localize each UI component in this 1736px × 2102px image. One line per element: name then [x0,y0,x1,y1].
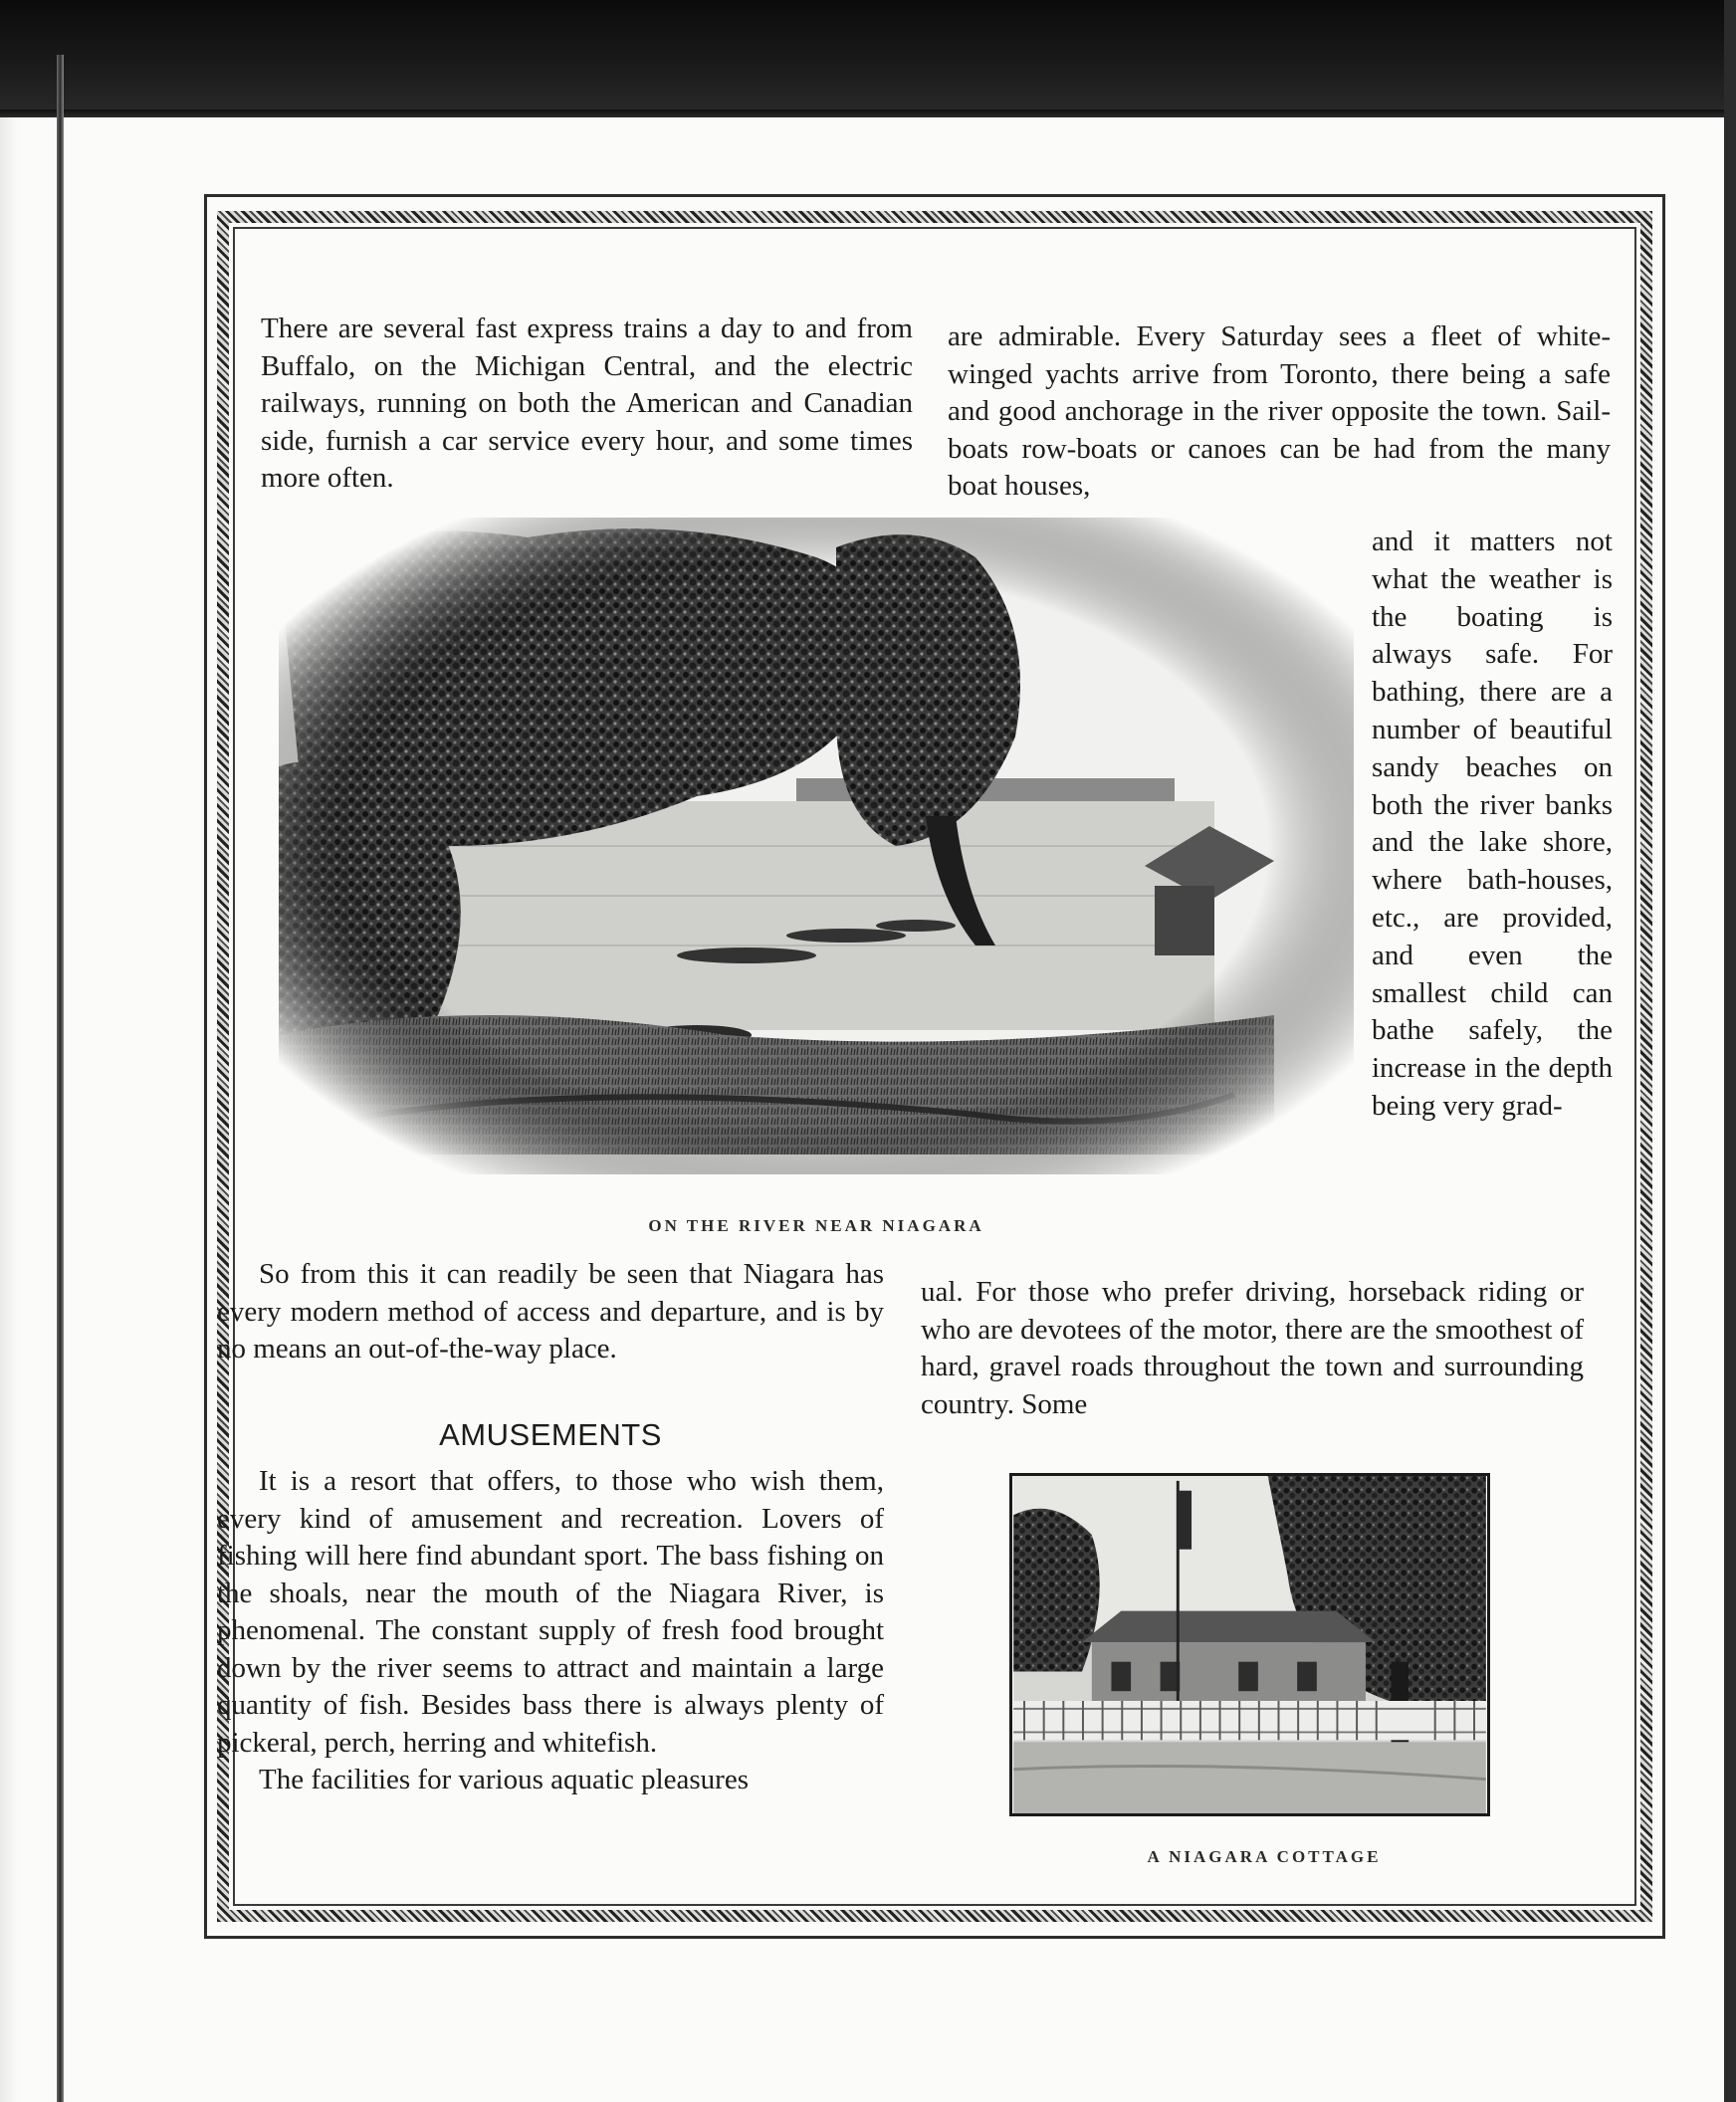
text-yachts: are admirable. Every Saturday sees a fleet of white-winged yachts arrive from Toronto, there being a safe and good anchorage in the river opposite the town. Sail-boats row-boats or canoes can be had from the many boat houses, [948,320,1611,502]
scan-left-margin [0,117,18,2102]
cottage-photo [1009,1473,1490,1816]
paragraph-trains [261,311,913,498]
text-aquatic: The facilities for various aquatic pleasures [259,1764,749,1795]
river-photo-caption: ON THE RIVER NEAR NIAGARA [648,1216,984,1235]
text-boating-bathing: and it matters not what the weather is the boating is always safe. For bathing, there are a number of beautiful sandy beaches on both the river banks and the lake shore, where bath-houses, etc., are provided, and even the smallest child can bathe safely, the increase in the depth being very grad- [1372,526,1613,1122]
book-spine [57,55,64,2102]
text-access: So from this it can readily be seen that Niagara has every modern method of access and departure, and is by no means an out-of-the-way place. [217,1258,884,1365]
cottage-photo-caption: A NIAGARA COTTAGE [1147,1847,1382,1866]
paragraph-yachts [948,318,1611,506]
river-photo [279,518,1354,1174]
paragraph-amusements [217,1463,884,1799]
section-heading-amusements: AMUSEMENTS [439,1417,662,1452]
text-driving: ual. For those who prefer driving, horseback riding or who are devotees of the motor, there are the smoothest of hard, gravel roads throughout the town and surrounding country. Some [921,1276,1584,1420]
text-amusements: It is a resort that offers, to those who wish them, every kind of amusement and recreation. Lovers of fishing will here find abundant sport. The bass fishing on the shoals, near the mouth of the Niagara River, is phenomenal. The constant supply of fresh food brought down by the river seems to attract and maintain a large quantity of fish. Besides bass there is always plenty of pickeral, perch, herring and whitefish. [217,1465,884,1759]
text-trains: There are several fast express trains a day to and from Buffalo, on the Michigan Central, and the electric railways, running on both the American and Canadian side, furnish a car service every hour, and some times more often. [261,313,913,494]
scan-top-edge [0,0,1736,117]
paragraph-driving [921,1274,1584,1423]
paragraph-boating-bathing [1372,524,1613,1126]
left-bottom-column [217,1256,884,1368]
scan-right-edge [1724,0,1736,2102]
